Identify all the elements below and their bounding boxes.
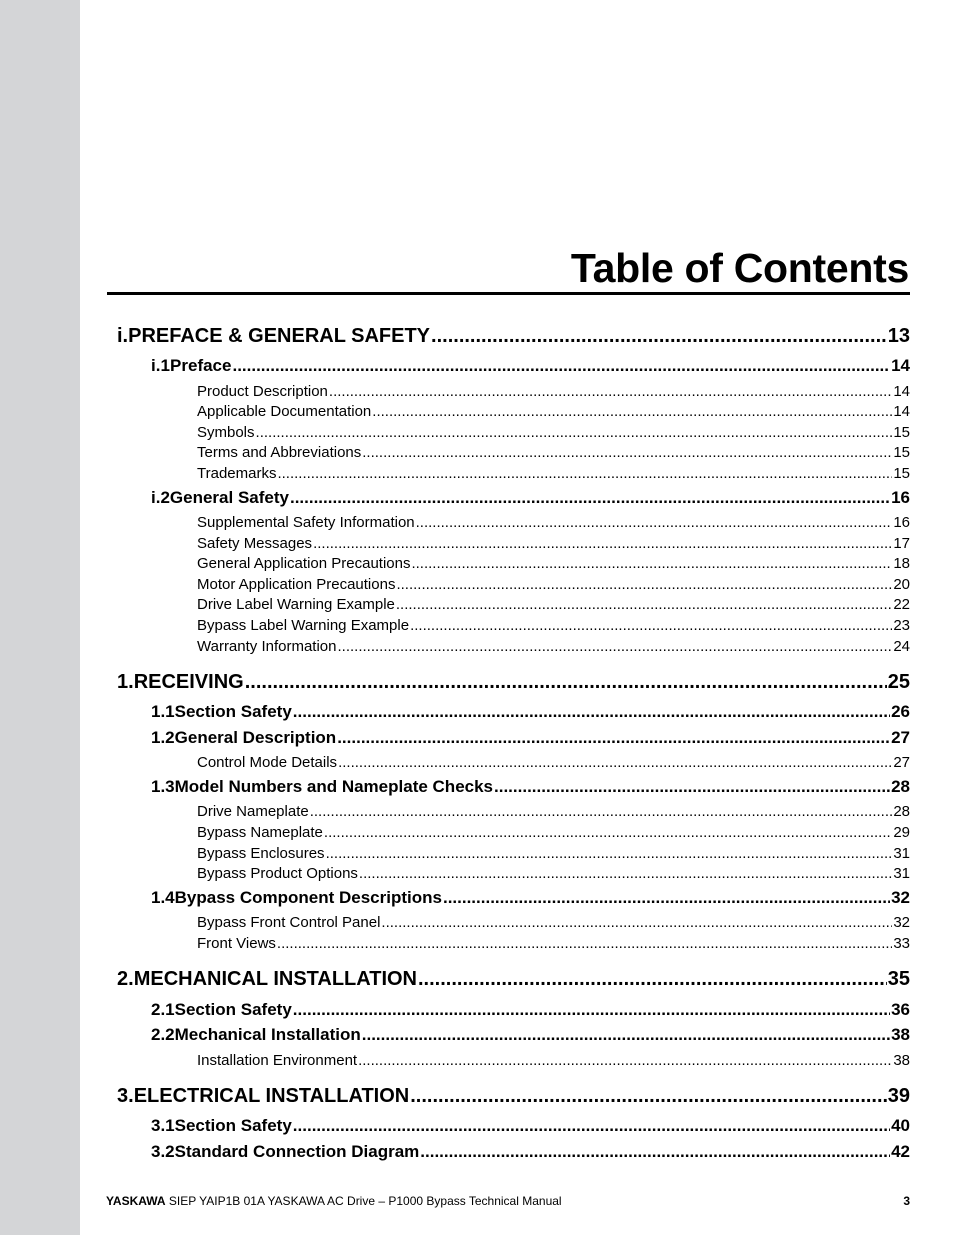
toc-entry-page: 29 [893, 824, 910, 841]
dot-leader [293, 702, 890, 722]
dot-leader [494, 777, 890, 797]
dot-leader [324, 824, 892, 841]
toc-entry-level-3[interactable] [197, 424, 910, 443]
toc-entry-page: 27 [891, 728, 910, 747]
toc-entry-label: Mechanical Installation [174, 1025, 361, 1044]
toc-entry-page: 39 [887, 1085, 910, 1107]
toc-entry-page: 15 [893, 444, 910, 461]
toc-entry-level-2[interactable] [151, 702, 910, 724]
toc-entry-number: i.2 [151, 488, 170, 507]
toc-entry-level-3[interactable] [197, 403, 910, 422]
toc-entry-label: Safety Messages [197, 535, 313, 552]
toc-entry-label: Bypass Product Options [197, 865, 358, 882]
toc-entry-label: Bypass Component Descriptions [174, 888, 442, 907]
dot-leader [245, 671, 887, 694]
toc-entry-level-2[interactable] [151, 777, 910, 799]
toc-entry-label: Applicable Documentation [197, 403, 372, 420]
dot-leader [337, 728, 890, 748]
toc-entry-page: 20 [893, 576, 910, 593]
toc-entry-number: 2. [117, 968, 134, 990]
toc-entry-level-3[interactable] [197, 444, 910, 463]
toc-entry-label: Drive Nameplate [197, 803, 309, 820]
toc-entry-level-3[interactable] [197, 1052, 910, 1071]
dot-leader [416, 514, 893, 531]
toc-entry-level-3[interactable] [197, 596, 910, 615]
toc-entry-page: 18 [893, 555, 910, 572]
toc-entry-number: 3.2 [151, 1142, 175, 1161]
toc-entry-page: 24 [893, 638, 910, 655]
toc-entry-label: Supplemental Safety Information [197, 514, 415, 531]
toc-entry-label: Motor Application Precautions [197, 576, 396, 593]
toc-entry-page: 14 [893, 383, 910, 400]
dot-leader [326, 845, 893, 862]
toc-entry-number: i.1 [151, 356, 170, 375]
dot-leader [313, 535, 892, 552]
toc-entry-label: Front Views [197, 935, 276, 952]
toc-entry-level-3[interactable] [197, 383, 910, 402]
toc-entry-number: 1.2 [151, 728, 175, 747]
toc-entry-page: 14 [891, 356, 910, 375]
dot-leader [277, 935, 892, 952]
dot-leader [338, 638, 893, 655]
toc-entry-level-3[interactable] [197, 803, 910, 822]
toc-entry-label: Bypass Enclosures [197, 845, 325, 862]
toc-entry-number: 1.3 [151, 777, 175, 796]
toc-entry-number: 1.4 [151, 888, 175, 907]
toc-entry-level-2[interactable] [151, 1025, 910, 1047]
toc-entry-label: Product Description [197, 383, 328, 400]
dot-leader [329, 383, 892, 400]
dot-leader [362, 1025, 890, 1045]
toc-entry-label: General Application Precautions [197, 555, 411, 572]
toc-entry-level-3[interactable] [197, 535, 910, 554]
toc-entry-label: Model Numbers and Nameplate Checks [174, 777, 494, 796]
toc-entry-level-2[interactable] [151, 356, 910, 378]
dot-leader [443, 888, 890, 908]
toc-entry-number: 3. [117, 1085, 134, 1107]
toc-entry-number: 1. [117, 671, 134, 693]
toc-entry-level-3[interactable] [197, 914, 910, 933]
dot-leader [362, 444, 892, 461]
toc-entry-page: 27 [893, 754, 910, 771]
toc-entry-label: Installation Environment [197, 1052, 358, 1069]
toc-entry-level-3[interactable] [197, 638, 910, 657]
toc-entry-label: Drive Label Warning Example [197, 596, 395, 613]
dot-leader [277, 465, 892, 482]
toc-entry-number: 3.1 [151, 1116, 175, 1135]
dot-leader [232, 356, 890, 376]
footer-manual-title: SIEP YAIP1B 01A YASKAWA AC Drive – P1000 Bypass Technical Manual [168, 1194, 562, 1208]
toc-entry-page: 23 [893, 617, 910, 634]
toc-entry-page: 32 [893, 914, 910, 931]
dot-leader [359, 865, 892, 882]
toc-entry-label: Standard Connection Diagram [174, 1142, 420, 1161]
toc-entry-page: 16 [891, 488, 910, 507]
footer-brand: YASKAWA [106, 1194, 166, 1208]
toc-entry-page: 17 [893, 535, 910, 552]
toc-entry-page: 28 [893, 803, 910, 820]
toc-entry-level-1[interactable] [117, 968, 910, 994]
toc-entry-level-3[interactable] [197, 555, 910, 574]
toc-entry-page: 16 [893, 514, 910, 531]
dot-leader [411, 555, 892, 572]
toc-entry-number: 2.2 [151, 1025, 175, 1044]
toc-entry-label: PREFACE & GENERAL SAFETY [128, 325, 431, 347]
toc-entry-label: General Safety [169, 488, 289, 507]
dot-leader [410, 617, 892, 634]
dot-leader [418, 968, 887, 991]
dot-leader [310, 803, 893, 820]
toc-entry-level-2[interactable] [151, 728, 910, 750]
footer-page-number: 3 [903, 1194, 910, 1208]
toc-entry-page: 31 [893, 865, 910, 882]
toc-entry-level-3[interactable] [197, 935, 910, 954]
toc-entry-level-3[interactable] [197, 824, 910, 843]
toc-entry-level-2[interactable] [151, 1142, 910, 1164]
toc-entry-level-2[interactable] [151, 1000, 910, 1022]
toc-entry-label: General Description [174, 728, 337, 747]
toc-entry-level-1[interactable] [117, 325, 910, 351]
toc-entry-level-3[interactable] [197, 754, 910, 773]
toc-entry-page: 28 [891, 777, 910, 796]
dot-leader [381, 914, 892, 931]
toc-entry-number: 2.1 [151, 1000, 175, 1019]
toc-entry-level-3[interactable] [197, 465, 910, 484]
toc-entry-level-2[interactable] [151, 488, 910, 510]
toc-entry-label: Trademarks [197, 465, 277, 482]
toc-entry-level-2[interactable] [151, 888, 910, 910]
dot-leader [410, 1085, 887, 1108]
toc-entry-level-1[interactable] [117, 1085, 910, 1111]
toc-entry-label: Bypass Label Warning Example [197, 617, 410, 634]
toc-entry-page: 22 [893, 596, 910, 613]
dot-leader [396, 596, 892, 613]
toc-entry-label: Warranty Information [197, 638, 337, 655]
toc-entry-page: 15 [893, 424, 910, 441]
toc-entry-page: 42 [891, 1142, 910, 1161]
toc-entry-level-2[interactable] [151, 1116, 910, 1138]
toc-entry-page: 13 [887, 325, 910, 347]
toc-entry-label: Symbols [197, 424, 255, 441]
toc-entry-page: 32 [891, 888, 910, 907]
footer-manual-info [106, 1194, 562, 1208]
toc-entry-label: Bypass Front Control Panel [197, 914, 381, 931]
toc-entry-page: 33 [893, 935, 910, 952]
toc-entry-page: 25 [887, 671, 910, 693]
toc-entry-label: Section Safety [174, 1000, 292, 1019]
toc-entry-page: 15 [893, 465, 910, 482]
toc-entry-level-3[interactable] [197, 845, 910, 864]
dot-leader [338, 754, 892, 771]
dot-leader [396, 576, 892, 593]
toc-entry-page: 31 [893, 845, 910, 862]
toc-entry-page: 26 [891, 702, 910, 721]
toc-entry-label: Bypass Nameplate [197, 824, 323, 841]
toc-entry-page: 14 [893, 403, 910, 420]
dot-leader [372, 403, 892, 420]
toc-entry-label: ELECTRICAL INSTALLATION [133, 1085, 410, 1107]
toc-entry-page: 36 [891, 1000, 910, 1019]
dot-leader [293, 1000, 890, 1020]
dot-leader [431, 325, 887, 348]
toc-entry-label: Control Mode Details [197, 754, 338, 771]
toc-entry-level-3[interactable] [197, 576, 910, 595]
toc-entry-label: Section Safety [174, 702, 292, 721]
toc-entry-label: MECHANICAL INSTALLATION [133, 968, 417, 990]
toc-entry-level-3[interactable] [197, 617, 910, 636]
toc-entry-label: RECEIVING [133, 671, 244, 693]
dot-leader [290, 488, 890, 508]
toc-entry-page: 40 [891, 1116, 910, 1135]
toc-entry-page: 38 [891, 1025, 910, 1044]
dot-leader [293, 1116, 890, 1136]
toc-entry-level-3[interactable] [197, 865, 910, 884]
toc-entry-number: 1.1 [151, 702, 175, 721]
page-title: Table of Contents [570, 245, 909, 291]
toc-entry-page: 38 [893, 1052, 910, 1069]
toc-entry-level-1[interactable] [117, 671, 910, 697]
toc-entry-label: Terms and Abbreviations [197, 444, 362, 461]
toc-entry-label: Section Safety [174, 1116, 292, 1135]
dot-leader [420, 1142, 890, 1162]
toc-entry-label: Preface [170, 356, 232, 375]
dot-leader [358, 1052, 892, 1069]
dot-leader [256, 424, 893, 441]
toc-entry-page: 35 [887, 968, 910, 990]
toc-entry-level-3[interactable] [197, 514, 910, 533]
toc-entry-number: i. [117, 325, 129, 347]
